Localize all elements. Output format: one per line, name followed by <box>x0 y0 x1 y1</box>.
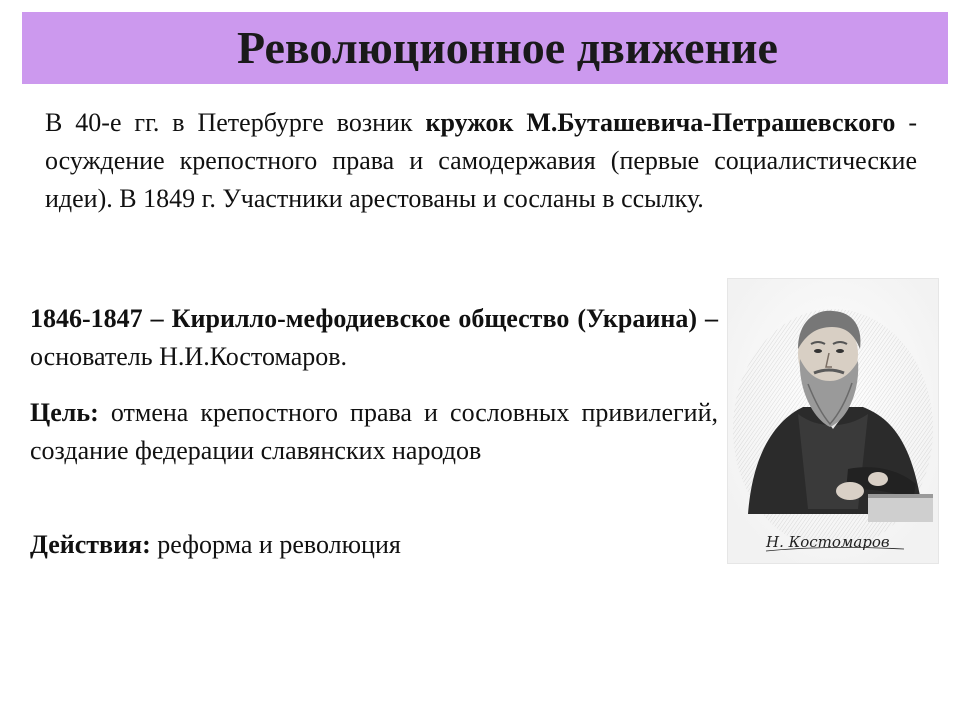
paragraph-petrashevsky <box>45 104 917 218</box>
paragraph-actions <box>30 526 718 564</box>
actions-label: Действия: <box>30 530 151 559</box>
paragraph-cyril-methodius <box>30 300 718 376</box>
slide-title: Революционное движение <box>237 22 778 73</box>
portrait-kostomarov <box>727 278 939 564</box>
paragraph-goal <box>30 394 718 470</box>
text: - осуждение крепостного права и самодержавия (первые социалистические идеи). В 1849 г. Участники арестованы и сосланы в ссылку. <box>45 108 917 213</box>
bold-text: 1846-1847 – Кирилло-мефодиевское общество (Украина) – <box>30 304 718 333</box>
bold-text: кружок М.Буташевича-Петрашевского <box>425 108 896 137</box>
text: основатель Н.И.Костомаров. <box>30 342 348 371</box>
portrait-engraving <box>728 279 938 563</box>
text: В 40-е гг. в Петербурге возник <box>45 108 426 137</box>
title-band <box>22 12 948 84</box>
signature: Н. Костомаров <box>766 533 890 551</box>
goal-text: отмена крепостного права и сословных привилегий, создание федерации славянских народов <box>30 398 718 465</box>
goal-label: Цель: <box>30 398 99 427</box>
actions-text: реформа и революция <box>150 530 401 559</box>
